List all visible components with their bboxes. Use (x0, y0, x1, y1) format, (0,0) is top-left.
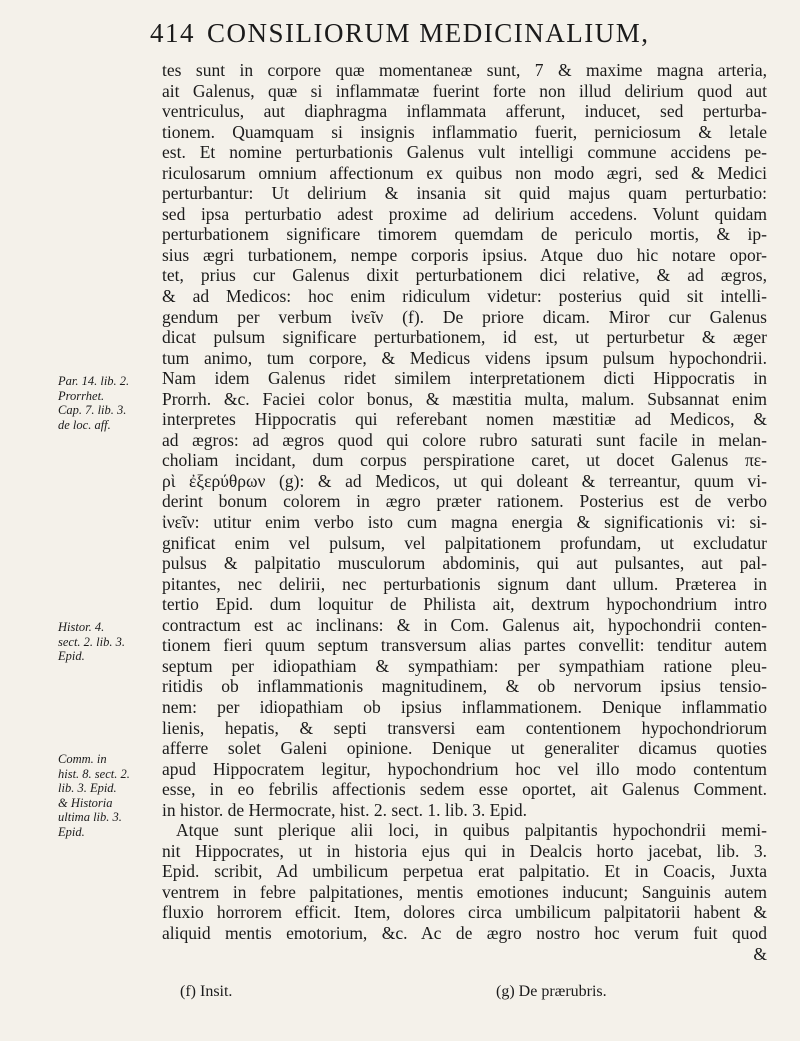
margin-note (58, 752, 153, 839)
page-number: 414 (150, 18, 195, 48)
text-line: afferre solet Galeni opinione. Denique ut generaliter dicamus quoties (162, 738, 767, 759)
running-title: CONSILIORUM MEDICINALIUM, (207, 18, 650, 48)
text-line: perturbationem significare timorem quemdam de periculo mortis, & ip- (162, 224, 767, 245)
text-line: tertio Epid. dum loquitur de Philista ait, dextrum hypochondrium intro (162, 594, 767, 615)
text-line: perturbantur: Ut delirium & insania sit quid majus quam perturbatio: (162, 183, 767, 204)
footnotes (180, 983, 740, 1001)
text-line: aliquid mentis emotorium, &c. Ac de ægro nostro hoc verum fuit quod (162, 922, 767, 943)
margin-note (58, 374, 153, 432)
text-line: Nam idem Galenus ridet similem interpretationem dicti Hippocratis in (162, 368, 767, 389)
text-line: pulsus & palpitatio musculorum abdominis, qui aut pulsantes, aut pal- (162, 553, 767, 574)
text-line: ventriculus, aut diaphragma inflammata afferunt, inducet, sed perturba- (162, 101, 767, 122)
margin-note-line: ultima lib. 3. (58, 810, 122, 824)
text-line: tum animo, tum corpore, & Medicus videns ipsum pulsum hypochondrii. (162, 347, 767, 368)
text-line: choliam incidant, dum corpus perspiratione caret, ut docet Galenus πε- (162, 450, 767, 471)
margin-note (58, 620, 153, 664)
margin-note-line: lib. 3. Epid. (58, 781, 117, 795)
text-line: contractum est ac inclinans: & in Com. Galenus ait, hypochondrii conten- (162, 614, 767, 635)
margin-note-line: Prorrhet. (58, 388, 105, 403)
text-line: fluxio horrorem efficit. Item, dolores circa umbilicum palpitatorii habent & (162, 902, 767, 923)
margin-note-line: hist. 8. sect. 2. (58, 766, 130, 781)
text-line: interpretes Hippocratis qui referebant nomen mæstitiæ ad Medicos, & (162, 409, 767, 430)
text-line: sius ægri turbationem, nempe corporis ipsius. Atque duo hic notare opor- (162, 244, 767, 265)
text-line: lienis, hepatis, & septi transversi eam contentionem hypochondriorum (162, 717, 767, 738)
margin-note-line: de loc. aff. (58, 417, 111, 432)
page-header (150, 18, 710, 49)
text-line: tet, prius cur Galenus dixit perturbationem dici relative, & ad ægros, (162, 265, 767, 286)
text-line: pitantes, nec delirii, nec perturbationis signum dant ullum. Præterea in (162, 573, 767, 594)
text-line: ad ægros: ad ægros quod qui colore rubro saturati sunt facile in melan- (162, 429, 767, 450)
text-line: tionem. Quamquam si insignis inflammatio fuerit, perniciosum & letale (162, 121, 767, 142)
text-line: nit Hippocrates, ut in historia ejus qui in Dealcis horto jacebat, lib. 3. (162, 840, 767, 861)
margin-note-line: Epid. (58, 649, 85, 663)
text-line: gnificat enim vel pulsum, vel palpitationem profundam, ut excludatur (162, 532, 767, 553)
text-line: in histor. de Hermocrate, hist. 2. sect. 1. lib. 3. Epid. (162, 799, 528, 820)
text-line: Epid. scribit, Ad umbilicum perpetua erat palpitatio. Et in Coacis, Juxta (162, 861, 767, 882)
text-line: ritidis ob inflammationis magnitudinem, & ob nervorum ipsius tensio- (162, 676, 767, 697)
margin-note-line: Comm. in (58, 752, 107, 766)
text-line: tionem fieri quum septum transversum alias partes convellit: tenditur autem (162, 635, 767, 656)
margin-note-line: Cap. 7. lib. 3. (58, 403, 127, 417)
footnote-g: (g) De prærubris. (496, 983, 607, 1000)
text-line: ἰνεῖν: utitur enim verbo isto cum magna energia & significationis vi: si- (162, 512, 767, 533)
text-line: dicat pulsum significare perturbationem, id est, ut perturbetur & æger (162, 327, 767, 348)
text-line: septum per idiopathiam & sympathiam: per sympathiam ratione pleu- (162, 655, 767, 676)
margin-note-line: & Historia (58, 795, 113, 810)
text-line: ρὶ ἐξερύθρων (g): & ad Medicos, ut qui doleant & terreantur, quum vi- (162, 470, 767, 491)
text-line: & ad Medicos: hoc enim ridiculum videtur: posterius quid sit intelli- (162, 286, 767, 307)
text-line: est. Et nomine perturbationis Galenus vult intelligi commune accidens pe- (162, 142, 767, 163)
margin-note-line: Par. 14. lib. 2. (58, 374, 130, 388)
text-line: nem: per idiopathiam ob ipsius inflammationem. Denique inflammatio (162, 696, 767, 717)
text-line: derint bonum colorem in ægro præter rationem. Posterius est de verbo (162, 491, 767, 512)
text-line: sed ipsa perturbatio adest proxime ad delirium accedens. Volunt quidam (162, 203, 767, 224)
catchword: & (753, 943, 767, 964)
text-line: ventrem in febre palpitationes, mentis emotiones inducunt; Sanguinis autem (162, 881, 767, 902)
main-text (162, 60, 767, 964)
text-line: esse, in eo febrilis affectionis sedem esse oportet, ait Galenus Comment. (162, 779, 767, 800)
text-line: tes sunt in corpore quæ momentaneæ sunt, 7 & maxime magna arteria, (162, 60, 767, 80)
text-line: apud Hippocratem legitur, hypochondrium hoc vel illo modo contentum (162, 758, 767, 779)
margin-note-line: sect. 2. lib. 3. (58, 634, 126, 649)
footnote-f: (f) Insit. (180, 983, 233, 1000)
margin-note-line: Histor. 4. (58, 620, 105, 634)
text-line: ait Galenus, quæ si inflammatæ fuerint forte non illud delirium quod aut (162, 80, 767, 101)
margin-note-line: Epid. (58, 824, 85, 839)
text-line: Prorrh. &c. Faciei color bonus, & mæstitia multa, malum. Subsannat enim (162, 388, 767, 409)
text-line: riculosarum omnium affectionum ex quibus non modo ægri, sed & Medici (162, 162, 767, 183)
text-line: Atque sunt plerique alii loci, in quibus palpitantis hypochondrii memi- (176, 820, 767, 841)
text-line: gendum per verbum ἰνεῖν (f). De priore dicam. Miror cur Galenus (162, 306, 767, 327)
